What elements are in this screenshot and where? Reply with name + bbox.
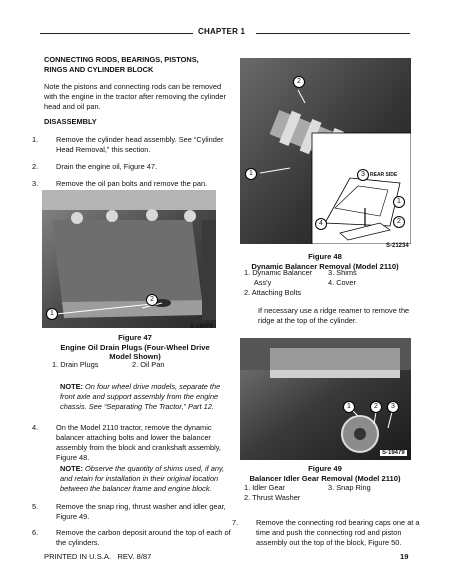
fig48-code: S-21234: [386, 243, 409, 249]
fig47-code: S-19474: [190, 324, 213, 330]
fig48-legend-1b: Ass'y: [244, 278, 272, 287]
step-text: Remove the connecting rod bearing caps one at a time and push the connecting rod and piston assembly out the top of the block, Figure 50.: [256, 518, 420, 547]
step-text: Drain the engine oil, Figure 47.: [56, 162, 158, 171]
fig49-callout-3: 3: [387, 401, 399, 413]
footer-print-info: PRINTED IN U.S.A. REV. 8/87: [44, 552, 152, 561]
fig49-legend-b: [328, 483, 408, 493]
fig48-caption-desc: Dynamic Balancer Removal (Model 2110): [251, 261, 399, 271]
step-text: Remove the carbon deposit around the top of each of the cylinders.: [56, 528, 231, 547]
fig49-callout-1: 1: [343, 401, 355, 413]
left-column: [32, 55, 226, 189]
step-number: 1.: [32, 135, 39, 144]
fig48-legend-2: 2. Attaching Bolts: [244, 288, 302, 297]
step-number: 4.: [32, 423, 39, 432]
fig48-legend-1: 1. Dynamic Balancer: [244, 268, 313, 277]
header-rule-right: [256, 33, 410, 34]
step-2: [32, 162, 226, 172]
step-6: [32, 528, 240, 548]
fig48-callout-3: 3: [357, 169, 369, 181]
ridge-paragraph: If necessary use a ridge reamer to remove the ridge at the top of the cylinder.: [258, 306, 410, 325]
fig48-callout-4: 4: [315, 218, 327, 230]
fig48-callout-2-inset: 2: [393, 216, 405, 228]
step-text: On the Model 2110 tractor, remove the dynamic balancer attaching bolts and lower the balancer assembly from the block and crankshaft assembly, Figure 48.: [56, 423, 221, 462]
intro-paragraph: Note the pistons and connecting rods can be removed with the engine in the tractor after removing the cylinder head and oil pan.: [44, 82, 226, 111]
step-text: Remove the oil pan bolts and remove the pan.: [56, 179, 208, 188]
fig47-legend-1: 1. Drain Plugs: [52, 360, 99, 369]
page-number: 19: [400, 552, 409, 561]
fig47-caption-title: Figure 47: [118, 333, 152, 342]
fig48-legend-b: [328, 268, 408, 288]
fig49-code: S-19479: [382, 450, 405, 456]
note-text: Observe the quantity of shims used, if any, and retain for installation in their original location between the balancer frame and engine block.: [60, 464, 225, 493]
step-1: [32, 135, 226, 155]
fig48-callout-1-inset: 1: [393, 196, 405, 208]
step-number: 5.: [32, 502, 39, 511]
step-text: Remove the cylinder head assembly. See “Cylinder Head Removal,” this section.: [56, 135, 224, 154]
fig48-callout-1-left: 1: [245, 168, 257, 180]
step-7: [232, 518, 424, 548]
fig47-callout-1: 1: [46, 308, 58, 320]
fig48-legend-4: 4. Cover: [328, 278, 356, 287]
step-number: 2.: [32, 162, 39, 171]
note-label: NOTE:: [60, 464, 83, 473]
fig49-caption-title: Figure 49: [308, 464, 342, 473]
note-label: NOTE:: [60, 382, 83, 391]
fig48-legend-3: 3. Shims: [328, 268, 357, 277]
fig48-inset-label: REAR SIDE: [370, 172, 398, 178]
step-3: [32, 179, 226, 189]
header-rule-left: [40, 33, 193, 34]
fig49-legend-2: 2. Thrust Washer: [244, 493, 301, 502]
fig48-callout-2-top: 2: [293, 76, 305, 88]
fig47-caption-desc1: Engine Oil Drain Plugs (Four-Wheel Drive: [60, 342, 210, 352]
fig48-caption-title: Figure 48: [308, 252, 342, 261]
fig47-callout-2: 2: [146, 294, 158, 306]
figure-49-photo: [240, 338, 411, 460]
fig47-caption: [44, 333, 226, 362]
chapter-heading: CHAPTER 1: [198, 27, 246, 36]
fig49-caption: [236, 464, 414, 483]
fig49-legend-1: 1. Idler Gear: [244, 483, 286, 492]
figure-48-photo: [240, 58, 411, 244]
note-2: [60, 464, 228, 494]
step-5: [32, 502, 240, 522]
step-number: 3.: [32, 179, 39, 188]
section-title-line1: CONNECTING RODS, BEARINGS, PISTONS,: [44, 55, 199, 64]
fig49-callout-2: 2: [370, 401, 382, 413]
step-4: [32, 423, 240, 463]
figure-47-photo: [42, 190, 216, 328]
step-text: Remove the snap ring, thrust washer and idler gear, Figure 49.: [56, 502, 226, 521]
step-number: 7.: [232, 518, 239, 527]
step-number: 6.: [32, 528, 39, 537]
section-title-line2: RINGS AND CYLINDER BLOCK: [44, 65, 154, 74]
fig49-legend-3: 3. Snap Ring: [328, 483, 371, 492]
disassembly-heading: DISASSEMBLY: [44, 117, 97, 126]
note-text: On four wheel drive models, separate the front axle and support assembly from the engine chassis. See “Separating The Tractor,” Part 12.: [60, 382, 221, 411]
fig47-caption-desc2: Model Shown): [109, 352, 161, 361]
note-1: [60, 382, 228, 412]
fig47-legend-2: 2. Oil Pan: [132, 360, 165, 369]
fig47-legend: [52, 360, 232, 370]
fig49-caption-desc: Balancer Idler Gear Removal (Model 2110): [249, 473, 401, 483]
